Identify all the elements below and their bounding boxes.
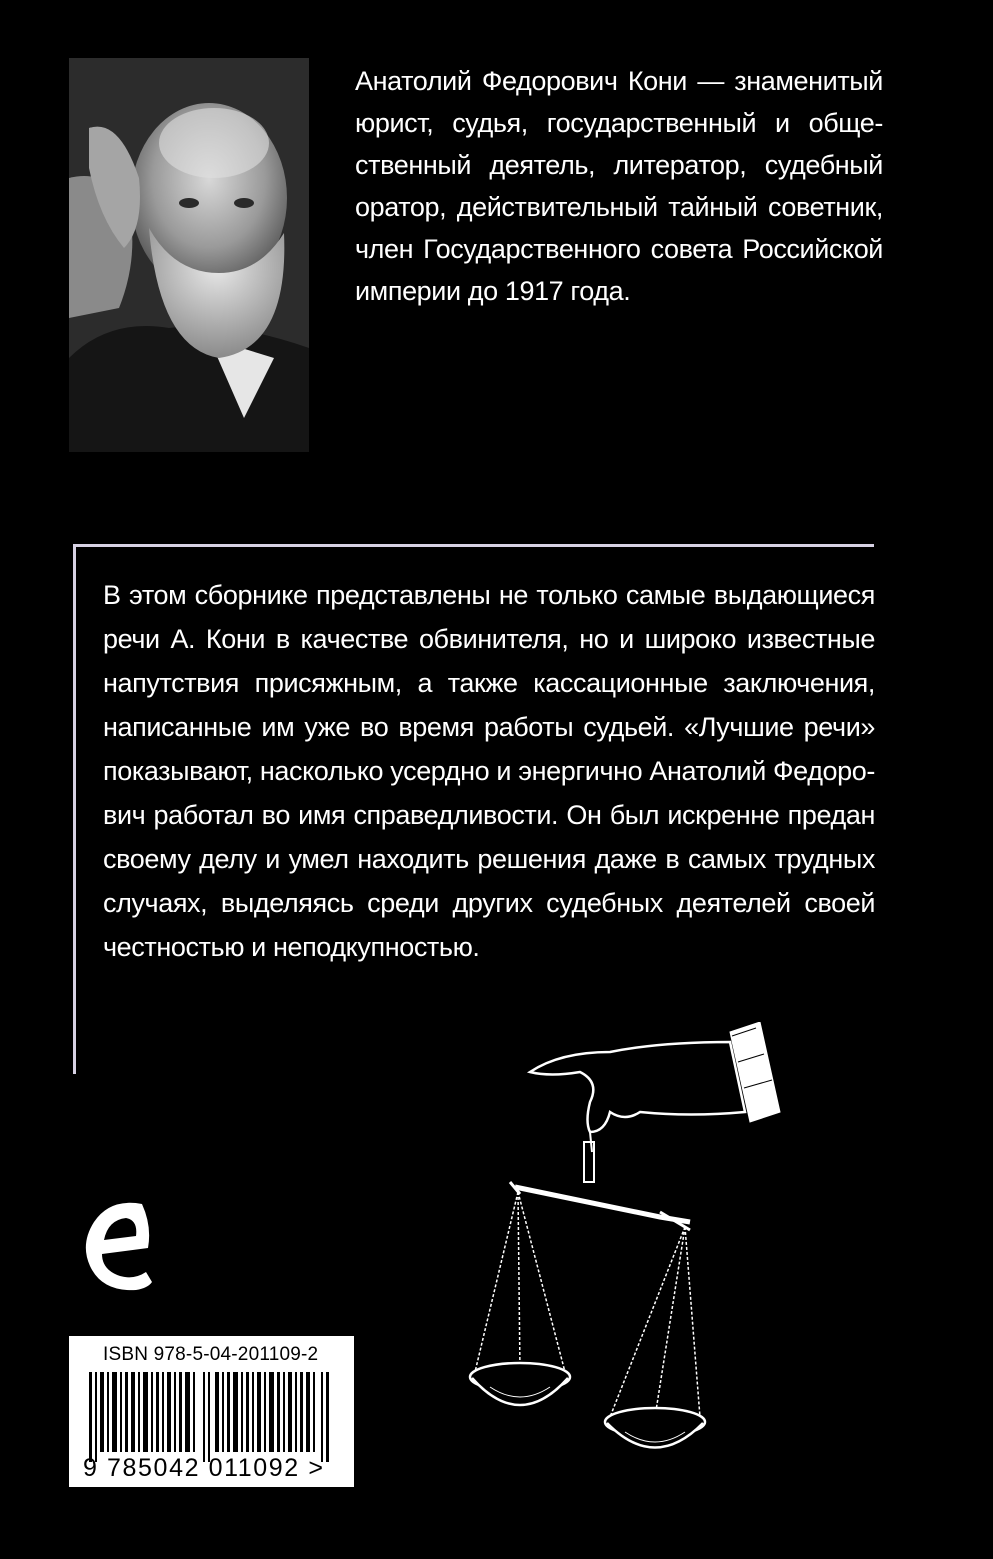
book-description [103,573,875,969]
bio-line: Анатолий Федорович Кони — знаменитый [355,66,883,96]
author-bio [355,60,883,312]
bio-line: империи до 1917 года. [355,276,631,306]
description-line: своему делу и умел находить решения даже в самых трудных [103,844,875,874]
description-line: В этом сборнике представлены не только самые выдающиеся [103,580,875,610]
bio-line: ственный деятель, литератор, судебный [355,150,883,180]
frame-left-line [73,544,76,1074]
description-line: написанные им уже во время работы судьей. «Лучшие речи» [103,712,875,742]
description-line: показывают, насколько усердно и энергично Анатолий Федоро- [103,756,875,786]
portrait-illustration [69,58,309,452]
bio-line: юрист, судья, государственный и обще- [355,108,883,138]
barcode-digits: 9 785042 011092 > [83,1454,325,1482]
frame-top-line [73,544,874,547]
description-line: вич работал во имя справедливости. Он был искренне предан [103,800,875,830]
isbn-barcode [69,1336,354,1487]
description-line: случаях, выделяясь среди других судебных деятелей своей [103,888,875,918]
isbn-label: ISBN 978-5-04-201109-2 [103,1344,319,1365]
author-portrait [69,58,309,452]
description-line: речи А. Кони в качестве обвинителя, но и широко известные [103,624,875,654]
description-line: напутствия присяжным, а также кассационные заключения, [103,668,875,698]
bio-line: член Государственного совета Российской [355,234,883,264]
scales-of-justice-icon [460,1022,880,1472]
bio-line: оратор, действительный тайный советник, [355,192,883,222]
barcode-bars [89,1372,329,1462]
description-line: честностью и неподкупностью. [103,932,480,962]
publisher-logo-icon [80,1196,154,1296]
